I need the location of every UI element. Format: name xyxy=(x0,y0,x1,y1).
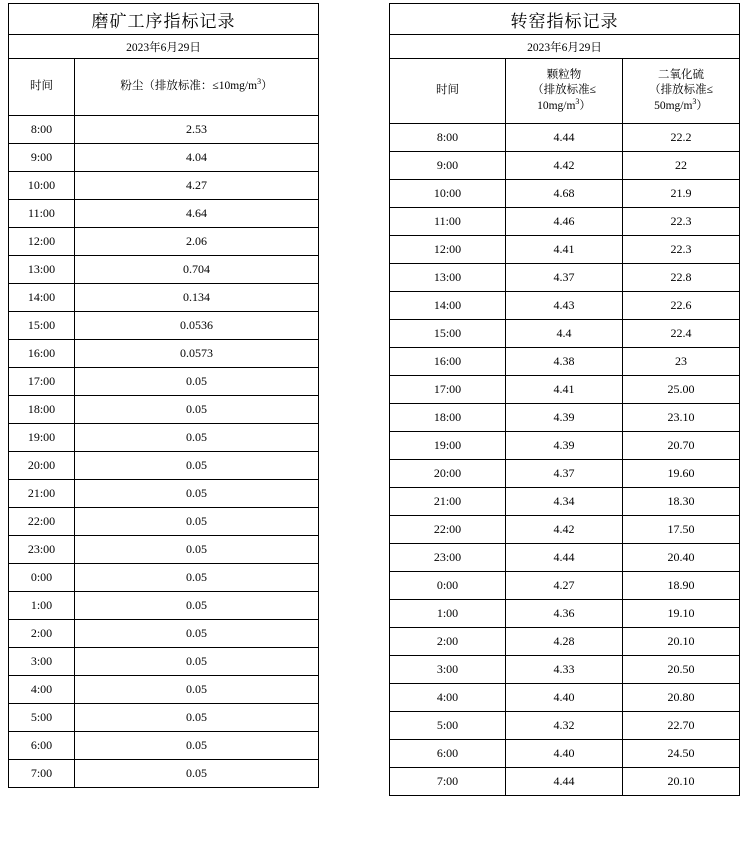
milling-table-body xyxy=(9,4,319,116)
table-row xyxy=(9,760,319,788)
kiln-cell-time: 3:00 xyxy=(390,656,506,684)
kiln-cell-so2: 22.70 xyxy=(623,712,740,740)
milling-cell-time: 4:00 xyxy=(9,676,75,704)
kiln-header-pm-l2: （排放标准≤ xyxy=(532,84,596,97)
kiln-cell-so2: 22.4 xyxy=(623,320,740,348)
milling-header-dust xyxy=(75,59,319,116)
table-row xyxy=(9,284,319,312)
milling-cell-dust: 2.06 xyxy=(75,228,319,256)
milling-cell-dust: 0.05 xyxy=(75,592,319,620)
kiln-cell-particulate: 4.33 xyxy=(506,656,623,684)
milling-cell-dust: 0.0536 xyxy=(75,312,319,340)
milling-record-table xyxy=(8,3,319,788)
kiln-cell-time: 11:00 xyxy=(390,208,506,236)
kiln-cell-so2: 24.50 xyxy=(623,740,740,768)
kiln-cell-particulate: 4.27 xyxy=(506,572,623,600)
kiln-cell-time: 1:00 xyxy=(390,600,506,628)
milling-cell-time: 14:00 xyxy=(9,284,75,312)
kiln-cell-so2: 22 xyxy=(623,152,740,180)
kiln-cell-time: 21:00 xyxy=(390,488,506,516)
milling-cell-time: 3:00 xyxy=(9,648,75,676)
table-row xyxy=(9,564,319,592)
title-row xyxy=(390,4,740,35)
kiln-cell-time: 12:00 xyxy=(390,236,506,264)
kiln-cell-particulate: 4.68 xyxy=(506,180,623,208)
kiln-cell-particulate: 4.41 xyxy=(506,376,623,404)
kiln-header-pm-l3: 10mg/m xyxy=(537,99,576,112)
header-row xyxy=(9,59,319,116)
table-row xyxy=(390,348,740,376)
kiln-cell-so2: 23 xyxy=(623,348,740,376)
kiln-cell-so2: 22.8 xyxy=(623,264,740,292)
milling-cell-time: 19:00 xyxy=(9,424,75,452)
milling-cell-time: 9:00 xyxy=(9,144,75,172)
kiln-cell-so2: 22.2 xyxy=(623,124,740,152)
kiln-cell-so2: 17.50 xyxy=(623,516,740,544)
kiln-cell-particulate: 4.40 xyxy=(506,740,623,768)
kiln-table-body xyxy=(390,4,740,124)
kiln-header-particulate xyxy=(506,59,623,124)
kiln-cell-time: 14:00 xyxy=(390,292,506,320)
kiln-cell-time: 17:00 xyxy=(390,376,506,404)
kiln-header-so2-sup: 3 xyxy=(692,96,697,106)
table-row xyxy=(390,628,740,656)
header-row xyxy=(390,59,740,124)
table-row xyxy=(9,368,319,396)
kiln-cell-particulate: 4.32 xyxy=(506,712,623,740)
kiln-cell-time: 7:00 xyxy=(390,768,506,796)
table-row xyxy=(390,516,740,544)
milling-cell-time: 23:00 xyxy=(9,536,75,564)
kiln-cell-time: 5:00 xyxy=(390,712,506,740)
table-row xyxy=(390,768,740,796)
table-row xyxy=(390,320,740,348)
milling-cell-dust: 0.05 xyxy=(75,732,319,760)
kiln-header-so2-l3: 50mg/m xyxy=(654,99,693,112)
kiln-table-title: 转窑指标记录 xyxy=(390,4,740,35)
milling-cell-dust: 0.05 xyxy=(75,760,319,788)
milling-cell-time: 16:00 xyxy=(9,340,75,368)
table-row xyxy=(9,480,319,508)
kiln-cell-particulate: 4.39 xyxy=(506,404,623,432)
kiln-record-table xyxy=(389,3,740,796)
milling-cell-time: 5:00 xyxy=(9,704,75,732)
table-row xyxy=(390,712,740,740)
kiln-cell-time: 4:00 xyxy=(390,684,506,712)
table-row xyxy=(390,460,740,488)
milling-cell-time: 17:00 xyxy=(9,368,75,396)
table-row xyxy=(390,236,740,264)
kiln-cell-so2: 18.90 xyxy=(623,572,740,600)
kiln-cell-time: 22:00 xyxy=(390,516,506,544)
kiln-header-pm-sup: 3 xyxy=(575,96,580,106)
kiln-cell-particulate: 4.44 xyxy=(506,544,623,572)
milling-record-table-wrap xyxy=(8,3,318,788)
milling-cell-dust: 0.704 xyxy=(75,256,319,284)
kiln-cell-particulate: 4.40 xyxy=(506,684,623,712)
kiln-cell-time: 20:00 xyxy=(390,460,506,488)
table-row xyxy=(9,144,319,172)
milling-cell-time: 8:00 xyxy=(9,116,75,144)
milling-cell-dust: 0.05 xyxy=(75,564,319,592)
kiln-cell-so2: 22.3 xyxy=(623,208,740,236)
table-row xyxy=(390,740,740,768)
table-row xyxy=(9,312,319,340)
table-row xyxy=(9,116,319,144)
kiln-cell-particulate: 4.36 xyxy=(506,600,623,628)
kiln-cell-time: 15:00 xyxy=(390,320,506,348)
kiln-header-pm-l4: ） xyxy=(579,99,591,112)
table-row xyxy=(390,432,740,460)
milling-cell-time: 11:00 xyxy=(9,200,75,228)
milling-cell-dust: 0.05 xyxy=(75,452,319,480)
table-row xyxy=(390,152,740,180)
table-row xyxy=(390,180,740,208)
kiln-cell-so2: 21.9 xyxy=(623,180,740,208)
kiln-cell-particulate: 4.43 xyxy=(506,292,623,320)
milling-cell-time: 18:00 xyxy=(9,396,75,424)
milling-cell-time: 21:00 xyxy=(9,480,75,508)
kiln-cell-so2: 20.80 xyxy=(623,684,740,712)
milling-cell-dust: 4.04 xyxy=(75,144,319,172)
kiln-cell-so2: 20.70 xyxy=(623,432,740,460)
milling-cell-time: 13:00 xyxy=(9,256,75,284)
milling-cell-dust: 0.05 xyxy=(75,648,319,676)
milling-cell-dust: 0.05 xyxy=(75,508,319,536)
table-row xyxy=(390,292,740,320)
kiln-cell-time: 19:00 xyxy=(390,432,506,460)
kiln-cell-time: 23:00 xyxy=(390,544,506,572)
kiln-header-so2 xyxy=(623,59,740,124)
kiln-header-so2-l1: 二氧化硫 xyxy=(658,68,704,81)
milling-table-title: 磨矿工序指标记录 xyxy=(9,4,319,35)
milling-cell-dust: 0.05 xyxy=(75,424,319,452)
table-row xyxy=(9,172,319,200)
kiln-header-so2-l4: ） xyxy=(696,99,708,112)
milling-data-rows xyxy=(9,116,319,788)
kiln-cell-so2: 19.10 xyxy=(623,600,740,628)
kiln-cell-so2: 20.50 xyxy=(623,656,740,684)
kiln-cell-particulate: 4.37 xyxy=(506,460,623,488)
kiln-cell-particulate: 4.38 xyxy=(506,348,623,376)
table-row xyxy=(390,376,740,404)
kiln-cell-particulate: 4.41 xyxy=(506,236,623,264)
milling-cell-time: 20:00 xyxy=(9,452,75,480)
table-row xyxy=(390,208,740,236)
kiln-cell-so2: 20.40 xyxy=(623,544,740,572)
kiln-header-time: 时间 xyxy=(390,59,506,124)
table-row xyxy=(9,676,319,704)
table-row xyxy=(9,256,319,284)
milling-cell-dust: 0.0573 xyxy=(75,340,319,368)
table-row xyxy=(9,228,319,256)
table-row xyxy=(390,404,740,432)
kiln-cell-particulate: 4.42 xyxy=(506,152,623,180)
kiln-cell-time: 8:00 xyxy=(390,124,506,152)
kiln-cell-time: 13:00 xyxy=(390,264,506,292)
kiln-cell-so2: 22.3 xyxy=(623,236,740,264)
kiln-cell-time: 2:00 xyxy=(390,628,506,656)
milling-cell-dust: 0.05 xyxy=(75,480,319,508)
kiln-cell-particulate: 4.44 xyxy=(506,124,623,152)
table-row xyxy=(9,732,319,760)
table-row xyxy=(390,684,740,712)
milling-cell-time: 10:00 xyxy=(9,172,75,200)
table-row xyxy=(9,396,319,424)
milling-cell-dust: 4.27 xyxy=(75,172,319,200)
kiln-cell-time: 18:00 xyxy=(390,404,506,432)
milling-cell-time: 15:00 xyxy=(9,312,75,340)
kiln-cell-particulate: 4.42 xyxy=(506,516,623,544)
table-row xyxy=(9,340,319,368)
milling-cell-dust: 2.53 xyxy=(75,116,319,144)
kiln-cell-time: 16:00 xyxy=(390,348,506,376)
milling-header-dust-tail: ） xyxy=(261,80,273,93)
kiln-header-so2-l2: （排放标准≤ xyxy=(649,84,713,97)
table-row xyxy=(9,424,319,452)
kiln-cell-particulate: 4.28 xyxy=(506,628,623,656)
title-row xyxy=(9,4,319,35)
kiln-cell-so2: 19.60 xyxy=(623,460,740,488)
kiln-cell-particulate: 4.34 xyxy=(506,488,623,516)
table-row xyxy=(9,200,319,228)
kiln-cell-so2: 23.10 xyxy=(623,404,740,432)
milling-table-date: 2023年6月29日 xyxy=(9,35,319,59)
kiln-cell-time: 9:00 xyxy=(390,152,506,180)
kiln-cell-particulate: 4.39 xyxy=(506,432,623,460)
milling-cell-time: 2:00 xyxy=(9,620,75,648)
milling-cell-dust: 0.05 xyxy=(75,536,319,564)
date-row xyxy=(9,35,319,59)
table-row xyxy=(390,124,740,152)
kiln-cell-so2: 18.30 xyxy=(623,488,740,516)
milling-cell-time: 7:00 xyxy=(9,760,75,788)
table-row xyxy=(9,536,319,564)
table-row xyxy=(9,648,319,676)
milling-cell-time: 12:00 xyxy=(9,228,75,256)
table-row xyxy=(9,452,319,480)
kiln-table-date: 2023年6月29日 xyxy=(390,35,740,59)
kiln-cell-so2: 22.6 xyxy=(623,292,740,320)
kiln-cell-particulate: 4.37 xyxy=(506,264,623,292)
milling-cell-time: 1:00 xyxy=(9,592,75,620)
table-row xyxy=(390,488,740,516)
table-row xyxy=(390,572,740,600)
milling-cell-dust: 4.64 xyxy=(75,200,319,228)
table-row xyxy=(9,704,319,732)
milling-header-dust-sup: 3 xyxy=(257,77,262,87)
table-row xyxy=(390,544,740,572)
kiln-record-table-wrap xyxy=(389,3,739,796)
milling-cell-time: 22:00 xyxy=(9,508,75,536)
kiln-cell-time: 0:00 xyxy=(390,572,506,600)
kiln-cell-so2: 25.00 xyxy=(623,376,740,404)
kiln-cell-particulate: 4.44 xyxy=(506,768,623,796)
kiln-data-rows xyxy=(390,124,740,796)
milling-header-time: 时间 xyxy=(9,59,75,116)
kiln-header-pm-l1: 颗粒物 xyxy=(546,68,582,81)
milling-cell-dust: 0.134 xyxy=(75,284,319,312)
kiln-cell-so2: 20.10 xyxy=(623,628,740,656)
table-row xyxy=(390,600,740,628)
milling-cell-dust: 0.05 xyxy=(75,704,319,732)
table-row xyxy=(9,592,319,620)
table-row xyxy=(390,264,740,292)
date-row xyxy=(390,35,740,59)
milling-cell-time: 6:00 xyxy=(9,732,75,760)
kiln-cell-particulate: 4.46 xyxy=(506,208,623,236)
kiln-cell-time: 10:00 xyxy=(390,180,506,208)
kiln-cell-time: 6:00 xyxy=(390,740,506,768)
kiln-cell-particulate: 4.4 xyxy=(506,320,623,348)
table-row xyxy=(9,508,319,536)
milling-cell-dust: 0.05 xyxy=(75,620,319,648)
table-row xyxy=(9,620,319,648)
milling-cell-dust: 0.05 xyxy=(75,676,319,704)
table-row xyxy=(390,656,740,684)
milling-cell-time: 0:00 xyxy=(9,564,75,592)
kiln-cell-so2: 20.10 xyxy=(623,768,740,796)
milling-header-dust-text: 粉尘（排放标准：≤10mg/m xyxy=(120,80,258,93)
milling-cell-dust: 0.05 xyxy=(75,368,319,396)
milling-cell-dust: 0.05 xyxy=(75,396,319,424)
